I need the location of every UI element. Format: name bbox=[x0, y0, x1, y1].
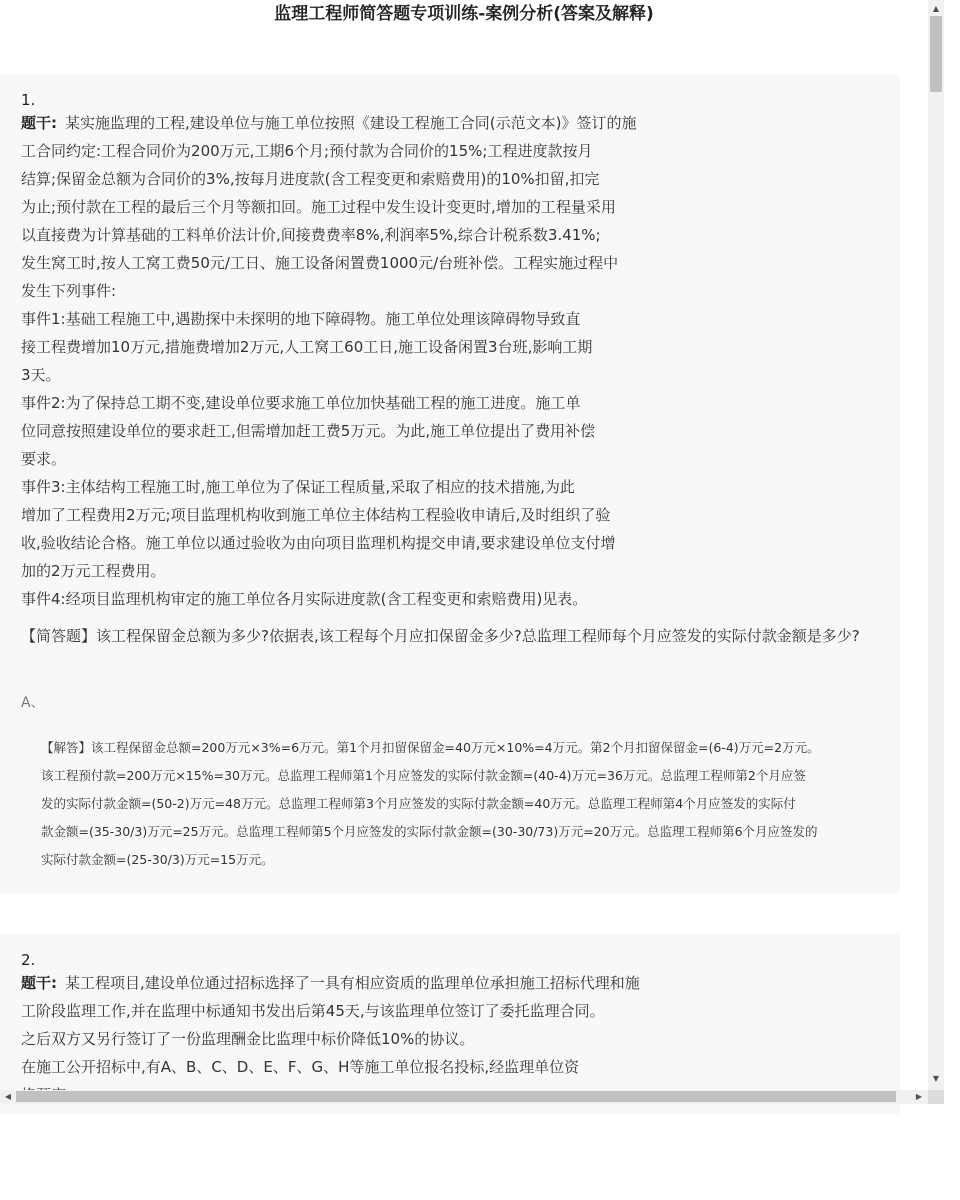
answer-explanation bbox=[41, 734, 879, 874]
stem-line: 要求。 bbox=[21, 450, 67, 468]
triangle-left-icon[interactable]: ◀ bbox=[4, 1092, 12, 1101]
vertical-scrollbar[interactable] bbox=[928, 0, 944, 1090]
stem-line: 事件2:为了保持总工期不变,建设单位要求施工单位加快基础工程的施工进度。施工单 bbox=[21, 394, 581, 412]
answer-line: 该工程预付款=200万元×15%=30万元。总监理工程师第1个月应签发的实际付款金额=(40-4)万元=36万元。总监理工程师第2个月应签 bbox=[41, 768, 806, 783]
stem-line: 为止;预付款在工程的最后三个月等额扣回。施工过程中发生设计变更时,增加的工程量采用 bbox=[21, 198, 616, 216]
stem-line: 结算;保留金总额为合同价的3%,按每月进度款(含工程变更和索赔费用)的10%扣留,扣完 bbox=[21, 170, 600, 188]
stem-line: 工合同约定:工程合同价为200万元,工期6个月;预付款为合同价的15%;工程进度款按月 bbox=[21, 142, 593, 160]
answer-line: 【解答】该工程保留金总额=200万元×3%=6万元。第1个月扣留保留金=40万元×10%=4万元。第2个月扣留保留金=(6-4)万元=2万元。 bbox=[41, 740, 820, 755]
stem-line: 某实施监理的工程,建设单位与施工单位按照《建设工程施工合同(示范文本)》签订的施 bbox=[65, 114, 637, 132]
stem-line: 某工程项目,建设单位通过招标选择了一具有相应资质的监理单位承担施工招标代理和施 bbox=[65, 974, 640, 992]
answer-line: 款金额=(35-30/3)万元=25万元。总监理工程师第5个月应签发的实际付款金额=(30-30/73)万元=20万元。总监理工程师第6个月应签发的 bbox=[41, 824, 818, 839]
scrollbar-corner bbox=[928, 1090, 944, 1104]
triangle-right-icon[interactable]: ▶ bbox=[915, 1092, 923, 1101]
option-a[interactable]: A、 bbox=[21, 695, 45, 711]
vertical-scroll-thumb[interactable] bbox=[930, 16, 942, 92]
stem-line: 以直接费为计算基础的工料单价法计价,间接费费率8%,利润率5%,综合计税系数3.41%; bbox=[21, 226, 601, 244]
stem-line: 事件3:主体结构工程施工时,施工单位为了保证工程质量,采取了相应的技术措施,为此 bbox=[21, 478, 575, 496]
question-card-2 bbox=[0, 934, 900, 1114]
question-stem bbox=[21, 969, 721, 1109]
stem-line: 接工程费增加10万元,措施费增加2万元,人工窝工60工日,施工设备闲置3台班,影响工期 bbox=[21, 338, 593, 356]
stem-line: 收,验收结论合格。施工单位以通过验收为由向项目监理机构提交申请,要求建设单位支付增 bbox=[21, 534, 616, 552]
stem-line: 发生窝工时,按人工窝工费50元/工日、施工设备闲置费1000元/台班补偿。工程实施过程中 bbox=[21, 254, 619, 272]
stem-line: 事件1:基础工程施工中,遇勘探中未探明的地下障碍物。施工单位处理该障碍物导致直 bbox=[21, 310, 581, 328]
answer-line: 发的实际付款金额=(50-2)万元=48万元。总监理工程师第3个月应签发的实际付款金额=40万元。总监理工程师第4个月应签发的实际付 bbox=[41, 796, 796, 811]
question-text: 【简答题】该工程保留金总额为多少?依据表,该工程每个月应扣保留金多少?总监理工程师每个月应签发的实际付款金额是多少? bbox=[21, 627, 860, 645]
answer-line: 实际付款金额=(25-30/3)万元=15万元。 bbox=[41, 852, 274, 867]
stem-label: 题干: bbox=[21, 974, 57, 992]
stem-line: 位同意按照建设单位的要求赶工,但需增加赶工费5万元。为此,施工单位提出了费用补偿 bbox=[21, 422, 596, 440]
stem-line: 之后双方又另行签订了一份监理酬金比监理中标价降低10%的协议。 bbox=[21, 1030, 475, 1048]
horizontal-scroll-thumb[interactable] bbox=[16, 1091, 896, 1102]
stem-line: 3天。 bbox=[21, 366, 61, 384]
triangle-down-icon[interactable]: ▼ bbox=[932, 1074, 940, 1083]
stem-line: 事件4:经项目监理机构审定的施工单位各月实际进度款(含工程变更和索赔费用)见表。 bbox=[21, 590, 588, 608]
stem-line: 在施工公开招标中,有A、B、C、D、E、F、G、H等施工单位报名投标,经监理单位资 bbox=[21, 1058, 580, 1076]
stem-line: 加的2万元工程费用。 bbox=[21, 562, 166, 580]
page-title: 监理工程师简答题专项训练-案例分析(答案及解释) bbox=[274, 4, 654, 24]
stem-line: 发生下列事件: bbox=[21, 282, 117, 300]
question-stem bbox=[21, 109, 721, 613]
question-number: 1. bbox=[21, 91, 36, 109]
triangle-up-icon[interactable]: ▲ bbox=[932, 4, 940, 13]
stem-label: 题干: bbox=[21, 114, 57, 132]
question-number: 2. bbox=[21, 951, 36, 969]
horizontal-scrollbar[interactable] bbox=[0, 1090, 928, 1104]
stem-line: 工阶段监理工作,并在监理中标通知书发出后第45天,与该监理单位签订了委托监理合同。 bbox=[21, 1002, 605, 1020]
question-card-1 bbox=[0, 74, 900, 894]
stem-line: 增加了工程费用2万元;项目监理机构收到施工单位主体结构工程验收申请后,及时组织了验 bbox=[21, 506, 611, 524]
